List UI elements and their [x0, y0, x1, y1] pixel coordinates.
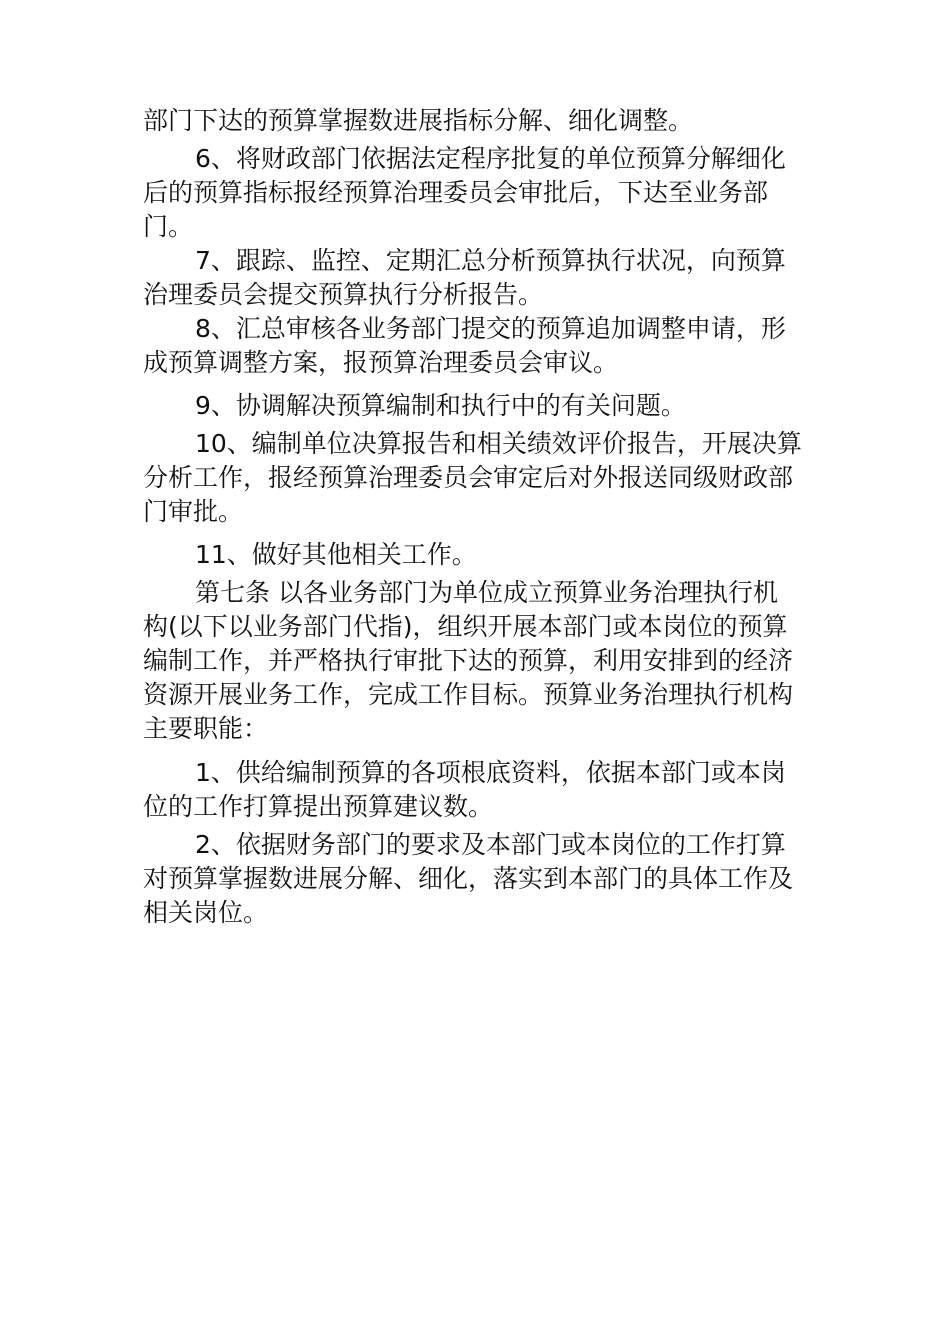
text-line: 9、协调解决预算编制和执行中的有关问题。 [195, 391, 686, 420]
text-line: 门。 [143, 212, 194, 241]
text-line: 2、依据财务部门的要求及本部门或本岗位的工作打算 [195, 830, 786, 859]
text-line: 8、汇总审核各业务部门提交的预算追加调整申请，形 [195, 314, 786, 343]
text-line: 资源开展业务工作，完成工作目标。预算业务治理执行机构 [143, 680, 794, 709]
text-line: 编制工作，并严格执行审批下达的预算，利用安排到的经济 [143, 646, 794, 675]
text-line: 第七条 以各业务部门为单位成立预算业务治理执行机 [195, 578, 778, 607]
text-line: 11、做好其他相关工作。 [195, 540, 477, 569]
text-line: 门审批。 [143, 497, 244, 526]
text-line: 主要职能： [143, 714, 269, 743]
text-line: 构(以下以业务部门代指)，组织开展本部门或本岗位的预算 [143, 612, 788, 641]
text-line: 治理委员会提交预算执行分析报告。 [143, 280, 544, 309]
text-line: 6、将财政部门依据法定程序批复的单位预算分解细化 [195, 144, 786, 173]
text-line: 相关岗位。 [143, 898, 269, 927]
text-line: 1、供给编制预算的各项根底资料，依据本部门或本岗 [195, 758, 786, 787]
text-line: 分析工作，报经预算治理委员会审定后对外报送同级财政部 [143, 463, 794, 492]
text-line: 10、编制单位决算报告和相关绩效评价报告，开展决算 [195, 429, 802, 458]
text-line: 后的预算指标报经预算治理委员会审批后，下达至业务部 [143, 178, 769, 207]
text-line: 7、跟踪、监控、定期汇总分析预算执行状况，向预算 [195, 246, 786, 275]
text-line: 位的工作打算提出预算建议数。 [143, 792, 494, 821]
text-line: 部门下达的预算掌握数进展指标分解、细化调整。 [143, 106, 694, 135]
text-line: 成预算调整方案，报预算治理委员会审议。 [143, 348, 619, 377]
text-line: 对预算掌握数进展分解、细化，落实到本部门的具体工作及 [143, 864, 794, 893]
